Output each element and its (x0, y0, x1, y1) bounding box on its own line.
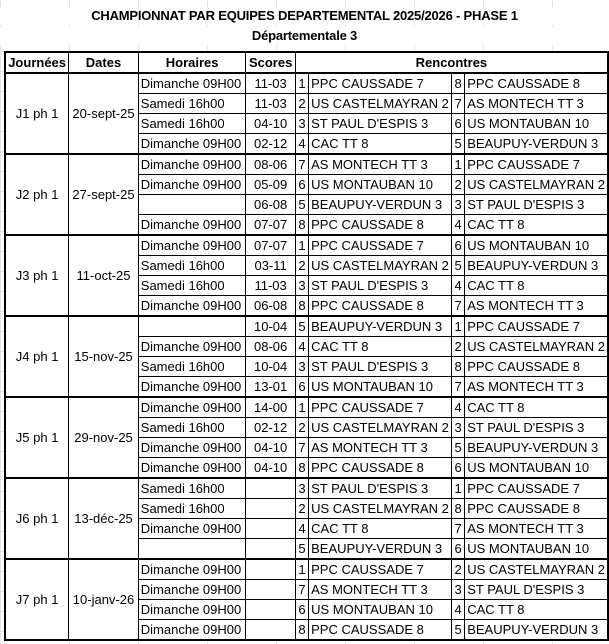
date-cell[interactable]: 20-sept-25 (69, 73, 139, 154)
header-row (5, 52, 608, 73)
home-number-cell[interactable]: 1 (295, 559, 308, 580)
horaire-cell[interactable]: Samedi 16h00 (138, 478, 246, 499)
away-team-cell[interactable]: PPC CAUSSADE 7 (465, 478, 608, 499)
away-team-cell[interactable]: BEAUPUY-VERDUN 3 (465, 620, 608, 641)
horaire-cell[interactable]: Dimanche 09H00 (138, 337, 246, 357)
horaire-cell[interactable]: Samedi 16h00 (138, 256, 246, 276)
home-number-cell[interactable]: 2 (295, 499, 308, 519)
home-number-cell[interactable]: 2 (295, 256, 308, 276)
score-cell[interactable] (246, 519, 295, 539)
away-number-cell[interactable]: 7 (451, 296, 464, 317)
away-number-cell[interactable]: 1 (451, 316, 464, 337)
home-team-cell[interactable]: BEAUPUY-VERDUN 3 (309, 539, 452, 560)
home-team-cell[interactable]: ST PAUL D'ESPIS 3 (309, 478, 452, 499)
home-team-cell[interactable]: AS MONTECH TT 3 (309, 154, 452, 175)
score-cell[interactable] (246, 580, 295, 600)
away-team-cell[interactable]: ST PAUL D'ESPIS 3 (465, 580, 608, 600)
home-number-cell[interactable]: 1 (295, 235, 308, 256)
away-team-cell[interactable]: AS MONTECH TT 3 (465, 94, 608, 114)
home-number-cell[interactable]: 6 (295, 377, 308, 398)
journee-cell[interactable]: J2 ph 1 (5, 154, 69, 235)
home-number-cell[interactable]: 5 (295, 195, 308, 215)
horaire-cell[interactable]: Dimanche 09H00 (138, 620, 246, 641)
away-number-cell[interactable]: 7 (451, 94, 464, 114)
horaire-cell[interactable]: Dimanche 09H00 (138, 600, 246, 620)
away-number-cell[interactable]: 5 (451, 134, 464, 155)
score-cell[interactable]: 13-01 (246, 377, 295, 398)
home-team-cell[interactable]: US CASTELMAYRAN 2 (309, 499, 452, 519)
score-cell[interactable]: 04-10 (246, 114, 295, 134)
away-team-cell[interactable]: US CASTELMAYRAN 2 (465, 559, 608, 580)
home-number-cell[interactable]: 7 (295, 154, 308, 175)
away-team-cell[interactable]: PPC CAUSSADE 7 (465, 154, 608, 175)
journee-cell[interactable]: J7 ph 1 (5, 559, 69, 640)
home-team-cell[interactable]: BEAUPUY-VERDUN 3 (309, 316, 452, 337)
away-team-cell[interactable]: BEAUPUY-VERDUN 3 (465, 134, 608, 155)
home-number-cell[interactable]: 7 (295, 438, 308, 458)
home-team-cell[interactable]: PPC CAUSSADE 8 (309, 296, 452, 317)
away-team-cell[interactable]: US CASTELMAYRAN 2 (465, 337, 608, 357)
home-team-cell[interactable]: PPC CAUSSADE 8 (309, 458, 452, 479)
home-team-cell[interactable]: ST PAUL D'ESPIS 3 (309, 357, 452, 377)
score-cell[interactable]: 02-12 (246, 134, 295, 155)
away-team-cell[interactable]: CAC TT 8 (465, 397, 608, 418)
away-number-cell[interactable]: 3 (451, 580, 464, 600)
col-header-dates: Dates (69, 52, 139, 73)
horaire-cell[interactable]: Dimanche 09H00 (138, 377, 246, 398)
away-number-cell[interactable]: 5 (451, 256, 464, 276)
home-team-cell[interactable]: AS MONTECH TT 3 (309, 580, 452, 600)
away-team-cell[interactable]: AS MONTECH TT 3 (465, 296, 608, 317)
horaire-cell[interactable] (138, 316, 246, 337)
away-number-cell[interactable]: 4 (451, 600, 464, 620)
home-number-cell[interactable]: 7 (295, 580, 308, 600)
away-team-cell[interactable]: ST PAUL D'ESPIS 3 (465, 195, 608, 215)
home-number-cell[interactable]: 6 (295, 175, 308, 195)
horaire-cell[interactable]: Dimanche 09H00 (138, 559, 246, 580)
away-number-cell[interactable]: 3 (451, 418, 464, 438)
score-cell[interactable] (246, 499, 295, 519)
match-row (5, 154, 608, 175)
away-team-cell[interactable]: US MONTAUBAN 10 (465, 539, 608, 560)
horaire-cell[interactable] (138, 195, 246, 215)
away-number-cell[interactable]: 1 (451, 478, 464, 499)
away-number-cell[interactable]: 1 (451, 154, 464, 175)
away-team-cell[interactable]: AS MONTECH TT 3 (465, 519, 608, 539)
horaire-cell[interactable]: Samedi 16h00 (138, 276, 246, 296)
col-header-horaires: Horaires (138, 52, 246, 73)
page-title: CHAMPIONNAT PAR EQUIPES DEPARTEMENTAL 2025/2026 - PHASE 1 (0, 7, 609, 25)
score-cell[interactable]: 03-11 (246, 256, 295, 276)
home-team-cell[interactable]: AS MONTECH TT 3 (309, 438, 452, 458)
away-number-cell[interactable]: 2 (451, 175, 464, 195)
score-cell[interactable]: 11-03 (246, 276, 295, 296)
home-number-cell[interactable]: 6 (295, 600, 308, 620)
schedule-table (4, 51, 609, 641)
away-team-cell[interactable]: US MONTAUBAN 10 (465, 235, 608, 256)
home-number-cell[interactable]: 3 (295, 478, 308, 499)
away-number-cell[interactable]: 5 (451, 620, 464, 641)
home-team-cell[interactable]: US CASTELMAYRAN 2 (309, 94, 452, 114)
away-number-cell[interactable]: 2 (451, 337, 464, 357)
horaire-cell[interactable] (138, 539, 246, 560)
date-cell[interactable]: 10-janv-26 (69, 559, 139, 640)
home-team-cell[interactable]: CAC TT 8 (309, 337, 452, 357)
score-cell[interactable]: 08-06 (246, 154, 295, 175)
col-header-rencontres: Rencontres (295, 52, 608, 73)
away-team-cell[interactable]: US MONTAUBAN 10 (465, 114, 608, 134)
home-number-cell[interactable]: 2 (295, 94, 308, 114)
horaire-cell[interactable]: Samedi 16h00 (138, 418, 246, 438)
home-number-cell[interactable]: 3 (295, 276, 308, 296)
away-team-cell[interactable]: US CASTELMAYRAN 2 (465, 175, 608, 195)
away-number-cell[interactable]: 4 (451, 397, 464, 418)
away-team-cell[interactable]: US MONTAUBAN 10 (465, 458, 608, 479)
away-number-cell[interactable]: 7 (451, 519, 464, 539)
home-number-cell[interactable]: 1 (295, 73, 308, 94)
away-number-cell[interactable]: 4 (451, 276, 464, 296)
score-cell[interactable]: 07-07 (246, 215, 295, 236)
date-cell[interactable]: 27-sept-25 (69, 154, 139, 235)
home-number-cell[interactable]: 5 (295, 539, 308, 560)
horaire-cell[interactable]: Samedi 16h00 (138, 94, 246, 114)
score-cell[interactable]: 11-03 (246, 73, 295, 94)
home-team-cell[interactable]: PPC CAUSSADE 7 (309, 397, 452, 418)
away-team-cell[interactable]: PPC CAUSSADE 7 (465, 316, 608, 337)
home-number-cell[interactable]: 8 (295, 620, 308, 641)
score-cell[interactable]: 06-08 (246, 296, 295, 317)
score-cell[interactable]: 02-12 (246, 418, 295, 438)
away-number-cell[interactable]: 6 (451, 114, 464, 134)
home-team-cell[interactable]: BEAUPUY-VERDUN 3 (309, 195, 452, 215)
home-team-cell[interactable]: US MONTAUBAN 10 (309, 175, 452, 195)
horaire-cell[interactable]: Samedi 16h00 (138, 114, 246, 134)
horaire-cell[interactable]: Dimanche 09H00 (138, 580, 246, 600)
date-cell[interactable]: 29-nov-25 (69, 397, 139, 478)
home-number-cell[interactable]: 4 (295, 134, 308, 155)
horaire-cell[interactable]: Dimanche 09H00 (138, 397, 246, 418)
score-cell[interactable]: 04-10 (246, 458, 295, 479)
away-number-cell[interactable]: 8 (451, 357, 464, 377)
page-subtitle: Départementale 3 (0, 27, 609, 45)
horaire-cell[interactable]: Dimanche 09H00 (138, 215, 246, 236)
journee-cell[interactable]: J1 ph 1 (5, 73, 69, 154)
score-cell[interactable] (246, 539, 295, 560)
horaire-cell[interactable]: Samedi 16h00 (138, 499, 246, 519)
home-team-cell[interactable]: PPC CAUSSADE 7 (309, 73, 452, 94)
home-number-cell[interactable]: 2 (295, 418, 308, 438)
away-number-cell[interactable]: 8 (451, 73, 464, 94)
journee-cell[interactable]: J4 ph 1 (5, 316, 69, 397)
score-cell[interactable]: 07-07 (246, 235, 295, 256)
away-number-cell[interactable]: 2 (451, 559, 464, 580)
journee-cell[interactable]: J3 ph 1 (5, 235, 69, 316)
match-row (5, 397, 608, 418)
match-row (5, 73, 608, 94)
match-row (5, 478, 608, 499)
away-team-cell[interactable]: CAC TT 8 (465, 215, 608, 236)
score-cell[interactable]: 04-10 (246, 438, 295, 458)
away-number-cell[interactable]: 8 (451, 499, 464, 519)
away-team-cell[interactable]: AS MONTECH TT 3 (465, 377, 608, 398)
home-number-cell[interactable]: 4 (295, 337, 308, 357)
home-team-cell[interactable]: PPC CAUSSADE 8 (309, 215, 452, 236)
horaire-cell[interactable]: Dimanche 09H00 (138, 438, 246, 458)
away-team-cell[interactable]: PPC CAUSSADE 8 (465, 499, 608, 519)
home-team-cell[interactable]: ST PAUL D'ESPIS 3 (309, 276, 452, 296)
home-team-cell[interactable]: CAC TT 8 (309, 519, 452, 539)
home-team-cell[interactable]: US MONTAUBAN 10 (309, 377, 452, 398)
home-team-cell[interactable]: PPC CAUSSADE 7 (309, 559, 452, 580)
home-number-cell[interactable]: 1 (295, 397, 308, 418)
home-team-cell[interactable]: CAC TT 8 (309, 134, 452, 155)
horaire-cell[interactable]: Dimanche 09H00 (138, 175, 246, 195)
home-number-cell[interactable]: 5 (295, 316, 308, 337)
away-team-cell[interactable]: CAC TT 8 (465, 276, 608, 296)
horaire-cell[interactable]: Dimanche 09H00 (138, 519, 246, 539)
home-number-cell[interactable]: 3 (295, 114, 308, 134)
score-cell[interactable]: 10-04 (246, 316, 295, 337)
home-team-cell[interactable]: ST PAUL D'ESPIS 3 (309, 114, 452, 134)
home-number-cell[interactable]: 4 (295, 519, 308, 539)
home-team-cell[interactable]: US CASTELMAYRAN 2 (309, 418, 452, 438)
score-cell[interactable] (246, 559, 295, 580)
score-cell[interactable]: 11-03 (246, 94, 295, 114)
home-team-cell[interactable]: PPC CAUSSADE 8 (309, 620, 452, 641)
home-team-cell[interactable]: US MONTAUBAN 10 (309, 600, 452, 620)
horaire-cell[interactable]: Dimanche 09H00 (138, 458, 246, 479)
away-team-cell[interactable]: BEAUPUY-VERDUN 3 (465, 256, 608, 276)
home-number-cell[interactable]: 8 (295, 458, 308, 479)
journee-cell[interactable]: J6 ph 1 (5, 478, 69, 559)
match-row (5, 235, 608, 256)
horaire-cell[interactable]: Dimanche 09H00 (138, 296, 246, 317)
horaire-cell[interactable]: Dimanche 09H00 (138, 235, 246, 256)
score-cell[interactable]: 08-06 (246, 337, 295, 357)
score-cell[interactable] (246, 600, 295, 620)
home-number-cell[interactable]: 3 (295, 357, 308, 377)
score-cell[interactable]: 14-00 (246, 397, 295, 418)
away-number-cell[interactable]: 6 (451, 235, 464, 256)
schedule-body (5, 73, 608, 640)
date-cell[interactable]: 13-déc-25 (69, 478, 139, 559)
match-row (5, 559, 608, 580)
away-number-cell[interactable]: 6 (451, 458, 464, 479)
date-cell[interactable]: 11-oct-25 (69, 235, 139, 316)
score-cell[interactable]: 10-04 (246, 357, 295, 377)
away-number-cell[interactable]: 3 (451, 195, 464, 215)
score-cell[interactable]: 05-09 (246, 175, 295, 195)
home-team-cell[interactable]: PPC CAUSSADE 7 (309, 235, 452, 256)
match-row (5, 316, 608, 337)
score-cell[interactable] (246, 478, 295, 499)
home-number-cell[interactable]: 8 (295, 296, 308, 317)
away-team-cell[interactable]: PPC CAUSSADE 8 (465, 357, 608, 377)
away-team-cell[interactable]: ST PAUL D'ESPIS 3 (465, 418, 608, 438)
away-number-cell[interactable]: 7 (451, 377, 464, 398)
col-header-scores: Scores (246, 52, 295, 73)
score-cell[interactable] (246, 620, 295, 641)
away-number-cell[interactable]: 5 (451, 438, 464, 458)
home-team-cell[interactable]: US CASTELMAYRAN 2 (309, 256, 452, 276)
away-team-cell[interactable]: BEAUPUY-VERDUN 3 (465, 438, 608, 458)
journee-cell[interactable]: J5 ph 1 (5, 397, 69, 478)
horaire-cell[interactable]: Dimanche 09H00 (138, 73, 246, 94)
home-number-cell[interactable]: 8 (295, 215, 308, 236)
away-number-cell[interactable]: 6 (451, 539, 464, 560)
away-number-cell[interactable]: 4 (451, 215, 464, 236)
date-cell[interactable]: 15-nov-25 (69, 316, 139, 397)
away-team-cell[interactable]: CAC TT 8 (465, 600, 608, 620)
score-cell[interactable]: 06-08 (246, 195, 295, 215)
col-header-journees: Journées (5, 52, 69, 73)
horaire-cell[interactable]: Samedi 16h00 (138, 357, 246, 377)
horaire-cell[interactable]: Dimanche 09H00 (138, 134, 246, 155)
horaire-cell[interactable]: Dimanche 09H00 (138, 154, 246, 175)
away-team-cell[interactable]: PPC CAUSSADE 8 (465, 73, 608, 94)
